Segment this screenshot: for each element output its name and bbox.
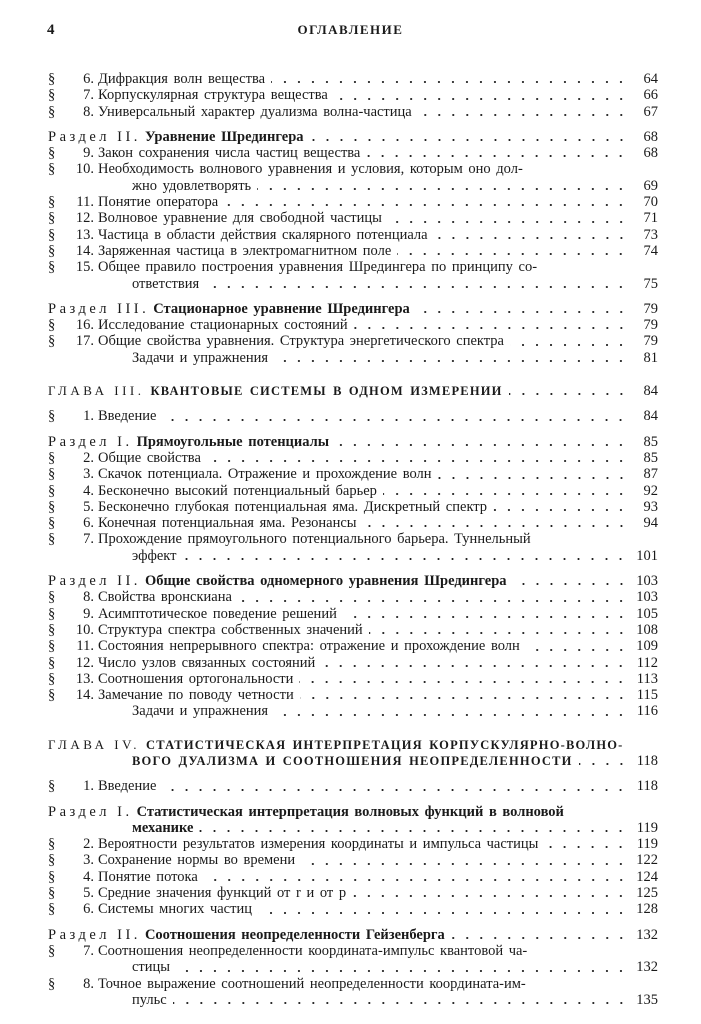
section-sign: § — [48, 901, 56, 918]
toc-entry-para[interactable] — [48, 852, 658, 868]
toc-entry-razdel[interactable] — [48, 804, 658, 820]
dot-leader — [205, 285, 628, 289]
toc-entry-plain[interactable] — [48, 350, 658, 366]
toc-block — [48, 383, 658, 399]
entry-number: 5. — [83, 498, 94, 515]
chapter-label: ГЛАВА III. — [48, 383, 145, 399]
toc-entry-para[interactable] — [48, 87, 658, 103]
page-ref: 68 — [643, 145, 658, 162]
toc-entry-para[interactable] — [48, 606, 658, 622]
entry-title: Дифракция волн вещества — [98, 71, 266, 87]
entry-title-continued: пульс — [132, 991, 167, 1008]
dot-leader — [257, 187, 628, 191]
entry-number: 16. — [75, 317, 94, 334]
entry-title: Бесконечно глубокая потенциальная яма. Дискретный спектр — [98, 498, 488, 515]
section-sign: § — [48, 317, 56, 334]
entry-title: Число узлов связанных состояний — [98, 654, 316, 671]
toc-entry-glava[interactable] — [48, 383, 658, 399]
entry-title: Волновое уравнение для свободной частицы — [98, 210, 382, 227]
toc-entry-para[interactable] — [48, 836, 658, 852]
page-ref: 109 — [636, 638, 658, 655]
toc-entry-para[interactable] — [48, 638, 658, 654]
entry-number: 3. — [83, 466, 94, 483]
entry-title: Соотношения ортогональности — [98, 670, 294, 687]
entry-title: Необходимость волнового уравнения и условия, которым оно дол- — [98, 161, 523, 178]
dot-leader — [369, 631, 628, 635]
page-ref: 132 — [636, 959, 658, 976]
section-sign: § — [48, 515, 56, 532]
dot-leader — [451, 936, 628, 940]
entry-number: 9. — [83, 145, 94, 162]
dot-leader — [334, 97, 628, 101]
chapter-label: ГЛАВА IV. — [48, 736, 141, 752]
page-ref: 108 — [636, 621, 658, 638]
entry-title-continued: механике — [132, 819, 194, 836]
entry-title-continued: эффект — [132, 547, 177, 564]
page-ref: 92 — [643, 482, 658, 499]
entry-title: Частица в области действия скалярного потенциала — [98, 226, 428, 243]
dot-leader — [300, 696, 628, 700]
page-ref: 87 — [643, 466, 658, 483]
dot-leader — [321, 664, 628, 668]
toc-entry-para[interactable] — [48, 992, 658, 1008]
section-sign: § — [48, 226, 56, 243]
toc-entry-razdel[interactable] — [48, 129, 658, 145]
entry-title: Понятие потока — [98, 868, 198, 885]
dot-leader — [162, 418, 628, 422]
section-title: Уравнение Шредингера — [144, 128, 304, 145]
page-ref: 69 — [643, 177, 658, 194]
toc-entry-para[interactable] — [48, 671, 658, 687]
dot-leader — [509, 392, 628, 396]
toc-entry-para[interactable] — [48, 976, 658, 992]
page-ref: 79 — [643, 300, 658, 317]
toc-entry-razdel[interactable] — [48, 434, 658, 450]
dot-leader — [182, 557, 628, 561]
toc-block — [48, 573, 658, 720]
dot-leader — [526, 648, 628, 652]
entry-title-continued: жно удовлетворять — [132, 177, 252, 194]
entry-number: 1. — [83, 778, 94, 795]
toc-block — [48, 301, 658, 366]
page-ref: 118 — [636, 778, 658, 795]
entry-title: Состояния непрерывного спектра: отражение и прохождение волн — [98, 638, 520, 655]
section-sign: § — [48, 210, 56, 227]
page-ref: 135 — [636, 991, 658, 1008]
entry-title: Задачи и упражнения — [132, 703, 269, 720]
toc-entry-glava[interactable] — [48, 753, 658, 769]
dot-leader — [224, 203, 628, 207]
toc-entry-para[interactable] — [48, 450, 658, 466]
page-ref: 73 — [643, 226, 658, 243]
dot-leader — [510, 343, 628, 347]
entry-number: 11. — [76, 638, 94, 655]
toc-entry-para[interactable] — [48, 71, 658, 87]
section-sign: § — [48, 942, 56, 959]
page-ref: 105 — [636, 605, 658, 622]
entry-number: 6. — [83, 71, 94, 87]
toc-entry-para[interactable] — [48, 317, 658, 333]
toc-entry-para[interactable] — [48, 178, 658, 194]
page-ref: 118 — [636, 752, 658, 769]
toc-entry-para[interactable] — [48, 210, 658, 226]
dot-leader — [579, 762, 628, 766]
dot-leader — [366, 154, 628, 158]
page-ref: 119 — [636, 836, 658, 853]
dot-leader — [434, 236, 628, 240]
toc-entry-para[interactable] — [48, 778, 658, 794]
entry-number: 6. — [83, 901, 94, 918]
toc-entry-glava[interactable] — [48, 737, 658, 753]
entry-number: 17. — [75, 333, 94, 350]
entry-title: Общие свойства уравнения. Структура энергетического спектра — [98, 333, 504, 350]
page-ref: 71 — [643, 210, 658, 227]
section-label: Раздел II. — [48, 128, 141, 145]
page-ref: 70 — [643, 194, 658, 211]
section-sign: § — [48, 87, 56, 104]
page-ref: 67 — [643, 103, 658, 120]
entry-title: Общие свойства — [98, 449, 201, 466]
page-ref: 79 — [643, 333, 658, 350]
toc-entry-para[interactable] — [48, 333, 658, 349]
entry-number: 13. — [75, 226, 94, 243]
section-title: Стационарное уравнение Шредингера — [153, 300, 410, 317]
dot-leader — [397, 252, 628, 256]
toc-entry-para[interactable] — [48, 869, 658, 885]
table-of-contents — [48, 71, 658, 1008]
section-sign: § — [48, 687, 56, 704]
dot-leader — [204, 878, 628, 882]
toc-entry-para[interactable] — [48, 959, 658, 975]
section-label: Раздел II. — [48, 573, 141, 590]
page-number: 4 — [47, 22, 55, 38]
dot-leader — [258, 911, 628, 915]
entry-title: Точное выражение соотношений неопределенности координата-им- — [98, 975, 526, 992]
entry-number: 14. — [75, 687, 94, 704]
entry-number: 9. — [83, 605, 94, 622]
toc-entry-para[interactable] — [48, 161, 658, 177]
page-ref: 115 — [636, 687, 658, 704]
entry-title: Замечание по поводу четности — [98, 687, 294, 704]
entry-number: 8. — [83, 589, 94, 606]
dot-leader — [388, 220, 628, 224]
entry-title-continued: ВОГО ДУАЛИЗМА И СООТНОШЕНИЯ НЕОПРЕДЕЛЕННОСТИ — [132, 753, 573, 768]
section-sign: § — [48, 654, 56, 671]
entry-number: 6. — [83, 515, 94, 532]
dot-leader — [335, 443, 628, 447]
toc-block — [48, 434, 658, 564]
section-sign: § — [48, 449, 56, 466]
dot-leader — [299, 680, 628, 684]
toc-entry-para[interactable] — [48, 531, 658, 547]
entry-number: 2. — [83, 449, 94, 466]
dot-leader — [173, 1001, 628, 1005]
toc-entry-para[interactable] — [48, 483, 658, 499]
page-ref: 101 — [636, 547, 658, 564]
entry-title: Заряженная частица в электромагнитном поле — [98, 242, 392, 259]
entry-number: 13. — [75, 670, 94, 687]
entry-title: Введение — [98, 408, 157, 425]
dot-leader — [383, 492, 628, 496]
toc-block — [48, 408, 658, 424]
section-sign: § — [48, 836, 56, 853]
section-sign: § — [48, 466, 56, 483]
entry-number: 1. — [83, 408, 94, 425]
entry-number: 14. — [75, 242, 94, 259]
dot-leader — [416, 310, 628, 314]
page-ref: 74 — [643, 242, 658, 259]
page-ref: 132 — [636, 926, 658, 943]
toc-entry-para[interactable] — [48, 243, 658, 259]
entry-title: Системы многих частиц — [98, 901, 252, 918]
page-ref: 119 — [636, 819, 658, 836]
toc-block — [48, 737, 658, 770]
entry-title: Средние значения функций от r и от p — [98, 885, 347, 902]
entry-title: Исследование стационарных состояний — [98, 317, 348, 334]
dot-leader — [354, 326, 628, 330]
section-label: Раздел II. — [48, 926, 141, 943]
entry-title: Вероятности результатов измерения координаты и импульса частицы — [98, 836, 539, 853]
section-sign: § — [48, 259, 56, 276]
toc-entry-para[interactable] — [48, 589, 658, 605]
entry-number: 5. — [83, 885, 94, 902]
entry-number: 4. — [83, 868, 94, 885]
dot-leader — [301, 862, 628, 866]
section-label: Раздел I. — [48, 803, 133, 820]
entry-title: Свойства вронскиана — [98, 589, 232, 606]
toc-entry-para[interactable] — [48, 466, 658, 482]
entry-number: 8. — [83, 975, 94, 992]
entry-title: Задачи и упражнения — [132, 349, 269, 366]
section-sign: § — [48, 242, 56, 259]
toc-entry-para[interactable] — [48, 145, 658, 161]
page-ref: 124 — [636, 868, 658, 885]
page-ref: 94 — [643, 515, 658, 532]
page-ref: 122 — [636, 852, 658, 869]
entry-title-continued: стицы — [132, 959, 171, 976]
page-ref: 128 — [636, 901, 658, 918]
running-title: ОГЛАВЛЕНИЕ — [297, 22, 404, 37]
page-ref: 68 — [643, 128, 658, 145]
entry-title: Универсальный характер дуализма волна-частица — [98, 103, 412, 120]
page-ref: 84 — [643, 383, 658, 400]
page-ref: 103 — [636, 573, 658, 590]
toc-entry-para[interactable] — [48, 276, 658, 292]
section-sign: § — [48, 852, 56, 869]
section-sign: § — [48, 71, 56, 87]
section-sign: § — [48, 103, 56, 120]
dot-leader — [352, 894, 628, 898]
page-ref: 112 — [636, 654, 658, 671]
entry-title: Общее правило построения уравнения Шредингера по принципу со- — [98, 259, 538, 276]
toc-entry-razdel[interactable] — [48, 573, 658, 589]
toc-block — [48, 927, 658, 1008]
entry-title: Закон сохранения числа частиц вещества — [98, 145, 361, 162]
section-label: Раздел III. — [48, 300, 150, 317]
dot-leader — [274, 359, 628, 363]
entry-title: Бесконечно высокий потенциальный барьер — [98, 482, 377, 499]
entry-title: Введение — [98, 778, 157, 795]
dot-leader — [363, 524, 628, 528]
toc-block — [48, 71, 658, 120]
dot-leader — [274, 713, 628, 717]
toc-block — [48, 778, 658, 794]
dot-leader — [238, 599, 628, 603]
section-title: Статистическая интерпретация волновых функций в волновой — [136, 803, 564, 820]
section-sign: § — [48, 778, 56, 795]
chapter-title: СТАТИСТИЧЕСКАЯ ИНТЕРПРЕТАЦИЯ КОРПУСКУЛЯРНО-ВОЛНО- — [146, 737, 624, 752]
dot-leader — [493, 508, 628, 512]
section-sign: § — [48, 638, 56, 655]
entry-title: Конечная потенциальная яма. Резонансы — [98, 515, 357, 532]
entry-title: Соотношения неопределенности координата-импульс квантовой ча- — [98, 942, 528, 959]
entry-title: Сохранение нормы во времени — [98, 852, 296, 869]
toc-entry-para[interactable] — [48, 408, 658, 424]
chapter-title: КВАНТОВЫЕ СИСТЕМЫ В ОДНОМ ИЗМЕРЕНИИ — [150, 384, 503, 399]
entry-title: Корпускулярная структура вещества — [98, 87, 328, 104]
entry-number: 10. — [75, 161, 94, 178]
page-ref: 116 — [636, 703, 658, 720]
page-ref: 84 — [643, 408, 658, 425]
toc-block — [48, 129, 658, 292]
toc-entry-para[interactable] — [48, 655, 658, 671]
page-ref: 81 — [643, 349, 658, 366]
dot-leader — [207, 459, 628, 463]
toc-entry-para[interactable] — [48, 515, 658, 531]
entry-number: 11. — [76, 194, 94, 211]
section-title: Общие свойства одномерного уравнения Шредингера — [144, 573, 507, 590]
toc-block — [48, 804, 658, 918]
entry-number: 12. — [75, 654, 94, 671]
dot-leader — [162, 788, 628, 792]
page-ref: 93 — [643, 498, 658, 515]
toc-entry-para[interactable] — [48, 259, 658, 275]
toc-entry-para[interactable] — [48, 622, 658, 638]
section-sign: § — [48, 161, 56, 178]
dot-leader — [310, 138, 628, 142]
toc-entry-para[interactable] — [48, 687, 658, 703]
entry-title: Прохождение прямоугольного потенциального барьера. Туннельный — [98, 531, 531, 548]
toc-entry-razdel[interactable] — [48, 820, 658, 836]
dot-leader — [418, 113, 628, 117]
entry-number: 10. — [75, 621, 94, 638]
entry-number: 7. — [83, 87, 94, 104]
section-sign: § — [48, 531, 56, 548]
entry-title: Структура спектра собственных значений — [98, 621, 363, 638]
entry-title-continued: ответствия — [132, 275, 200, 292]
toc-entry-para[interactable] — [48, 901, 658, 917]
page-ref: 66 — [643, 87, 658, 104]
page-ref: 75 — [643, 275, 658, 292]
page-ref: 85 — [643, 433, 658, 450]
page-ref: 125 — [636, 885, 658, 902]
dot-leader — [513, 582, 628, 586]
toc-entry-razdel[interactable] — [48, 301, 658, 317]
page-ref: 79 — [643, 317, 658, 334]
section-sign: § — [48, 670, 56, 687]
toc-entry-para[interactable] — [48, 943, 658, 959]
entry-number: 12. — [75, 210, 94, 227]
entry-number: 7. — [83, 531, 94, 548]
dot-leader — [438, 476, 628, 480]
section-sign: § — [48, 194, 56, 211]
entry-title: Понятие оператора — [98, 194, 219, 211]
toc-entry-para[interactable] — [48, 104, 658, 120]
toc-entry-para[interactable] — [48, 227, 658, 243]
section-sign: § — [48, 145, 56, 162]
entry-number: 15. — [75, 259, 94, 276]
section-sign: § — [48, 868, 56, 885]
dot-leader — [199, 829, 628, 833]
section-title: Прямоугольные потенциалы — [136, 433, 330, 450]
dot-leader — [176, 969, 628, 973]
entry-number: 2. — [83, 836, 94, 853]
section-title: Соотношения неопределенности Гейзенберга — [144, 926, 445, 943]
toc-entry-para[interactable] — [48, 548, 658, 564]
section-sign: § — [48, 975, 56, 992]
section-sign: § — [48, 605, 56, 622]
section-sign: § — [48, 333, 56, 350]
entry-title: Скачок потенциала. Отражение и прохождение волн — [98, 466, 432, 483]
section-sign: § — [48, 498, 56, 515]
section-label: Раздел I. — [48, 433, 133, 450]
toc-entry-para[interactable] — [48, 194, 658, 210]
section-sign: § — [48, 408, 56, 425]
section-sign: § — [48, 589, 56, 606]
page-ref: 85 — [643, 449, 658, 466]
page-ref: 64 — [643, 71, 658, 87]
entry-number: 3. — [83, 852, 94, 869]
entry-number: 8. — [83, 103, 94, 120]
section-sign: § — [48, 482, 56, 499]
toc-entry-plain[interactable] — [48, 703, 658, 719]
dot-leader — [271, 80, 628, 84]
toc-entry-para[interactable] — [48, 885, 658, 901]
page-ref: 103 — [636, 589, 658, 606]
dot-leader — [544, 845, 628, 849]
page-ref: 113 — [636, 670, 658, 687]
dot-leader — [343, 615, 628, 619]
entry-title: Асимптотическое поведение решений — [98, 605, 337, 622]
toc-entry-para[interactable] — [48, 499, 658, 515]
entry-number: 4. — [83, 482, 94, 499]
entry-number: 7. — [83, 942, 94, 959]
section-sign: § — [48, 621, 56, 638]
section-sign: § — [48, 885, 56, 902]
toc-entry-razdel[interactable] — [48, 927, 658, 943]
